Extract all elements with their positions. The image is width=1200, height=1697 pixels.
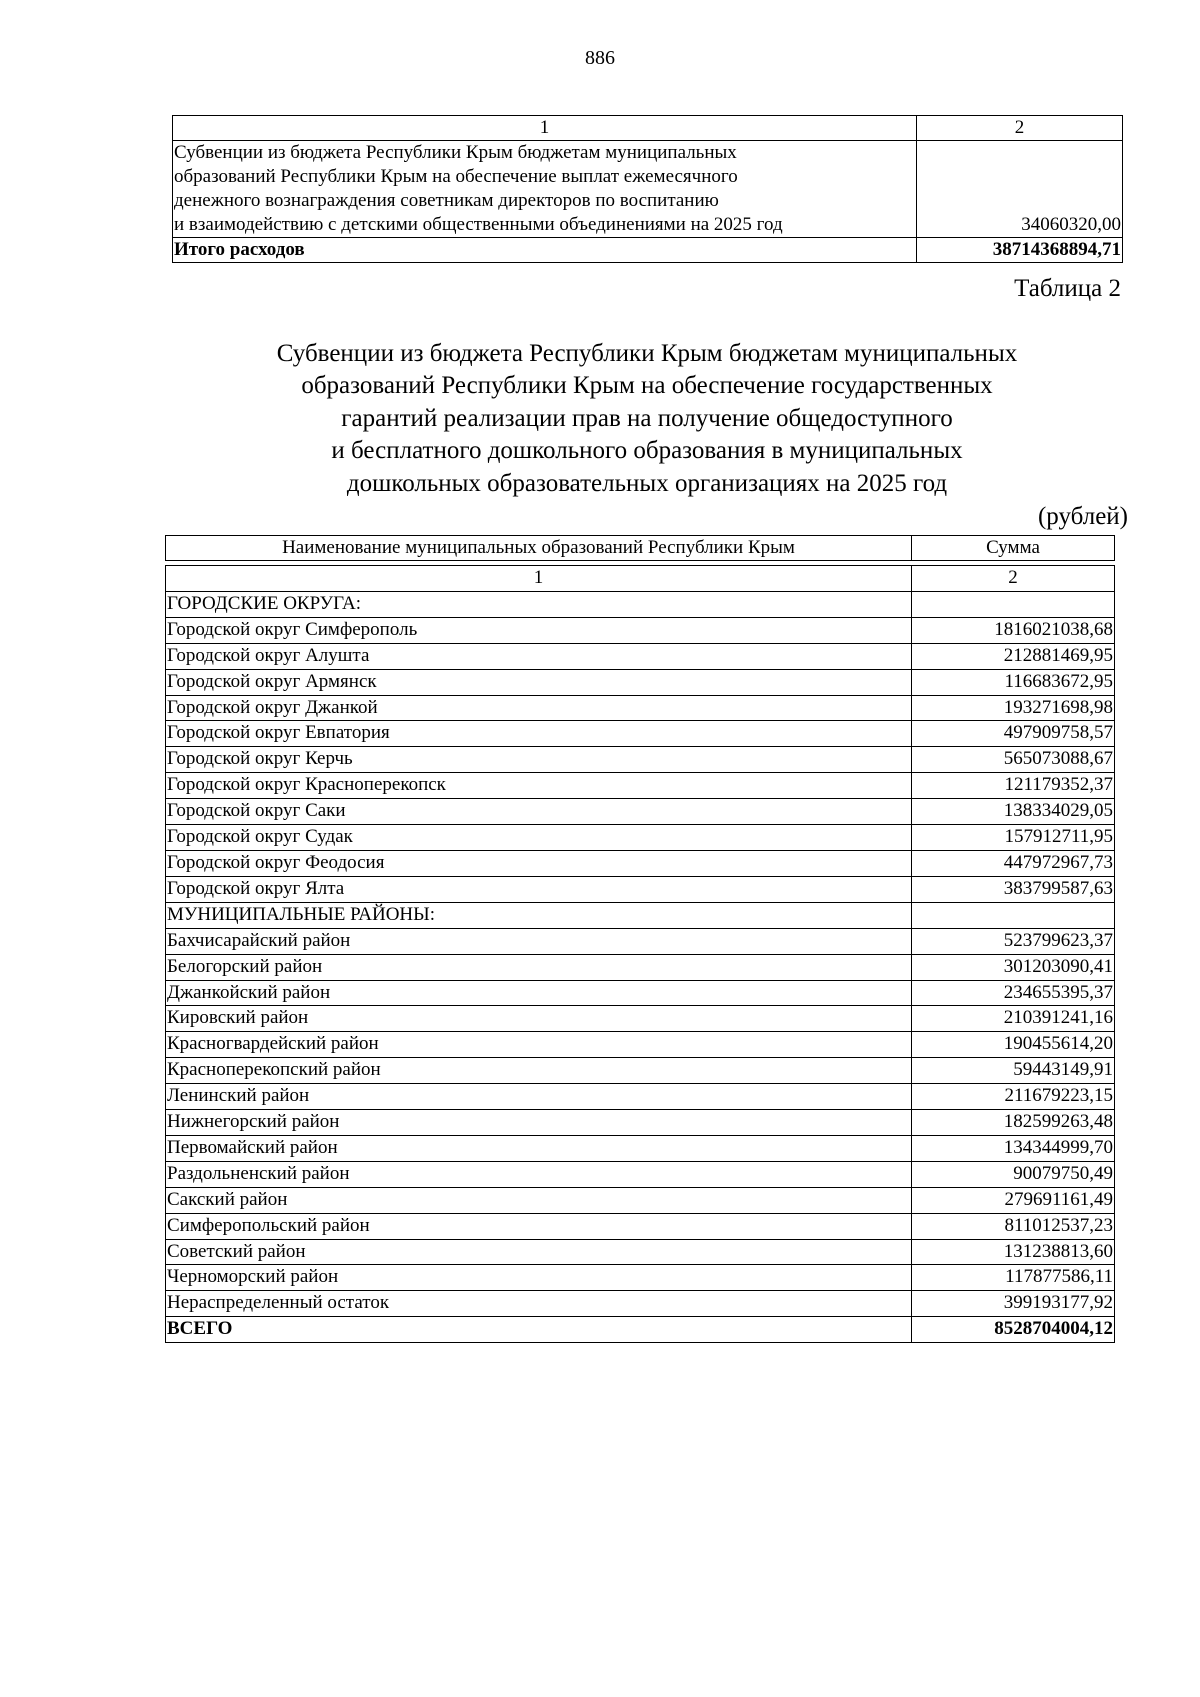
table-row bbox=[166, 799, 1115, 825]
subvention-amount: 497909758,57 bbox=[912, 721, 1115, 747]
municipality-name: Нераспределенный остаток bbox=[166, 1291, 912, 1317]
subvention-amount: 210391241,16 bbox=[912, 1006, 1115, 1032]
table-row bbox=[166, 1291, 1115, 1317]
municipality-name: Городской округ Симферополь bbox=[166, 617, 912, 643]
column-header-name: Наименование муниципальных образований Республики Крым bbox=[166, 536, 912, 561]
municipality-name: Кировский район bbox=[166, 1006, 912, 1032]
municipality-name: Городской округ Судак bbox=[166, 825, 912, 851]
table-row bbox=[166, 1265, 1115, 1291]
subvention-amount: 131238813,60 bbox=[912, 1239, 1115, 1265]
municipality-name: Черноморский район bbox=[166, 1265, 912, 1291]
subvention-amount: 134344999,70 bbox=[912, 1135, 1115, 1161]
table-row bbox=[166, 1213, 1115, 1239]
subvention-amount: 811012537,23 bbox=[912, 1213, 1115, 1239]
table-row bbox=[166, 1058, 1115, 1084]
subvention-amount: 190455614,20 bbox=[912, 1032, 1115, 1058]
table1-col-number-2: 2 bbox=[917, 116, 1123, 141]
title-line: Субвенции из бюджета Республики Крым бюджетам муниципальных bbox=[276, 340, 1018, 367]
table-row bbox=[166, 669, 1115, 695]
subvention-amount: 90079750,49 bbox=[912, 1161, 1115, 1187]
table1-row-description bbox=[173, 141, 917, 238]
table-row bbox=[166, 1084, 1115, 1110]
table2-col-number-2: 2 bbox=[912, 566, 1115, 592]
subvention-amount: 279691161,49 bbox=[912, 1187, 1115, 1213]
table-row bbox=[166, 1135, 1115, 1161]
municipality-name: Белогорский район bbox=[166, 954, 912, 980]
subvention-amount: 193271698,98 bbox=[912, 695, 1115, 721]
table-row bbox=[166, 643, 1115, 669]
municipality-name: Городской округ Феодосия bbox=[166, 850, 912, 876]
title-line: образований Республики Крым на обеспечение государственных bbox=[301, 372, 993, 400]
table1-total-label: Итого расходов bbox=[173, 238, 917, 263]
table1-col-number-1: 1 bbox=[173, 116, 917, 141]
municipality-name: Красноперекопский район bbox=[166, 1058, 912, 1084]
table-row bbox=[166, 1187, 1115, 1213]
municipality-name: Бахчисарайский район bbox=[166, 928, 912, 954]
subvention-amount: 447972967,73 bbox=[912, 850, 1115, 876]
table-row bbox=[166, 954, 1115, 980]
subvention-amount: 117877586,11 bbox=[912, 1265, 1115, 1291]
table-title bbox=[172, 338, 1122, 500]
subvention-amount: 234655395,37 bbox=[912, 980, 1115, 1006]
municipality-name: ГОРОДСКИЕ ОКРУГА: bbox=[166, 591, 912, 617]
table1-total-amount: 38714368894,71 bbox=[917, 238, 1123, 263]
continued-expenses-table bbox=[172, 115, 1123, 263]
subvention-amount: 138334029,05 bbox=[912, 799, 1115, 825]
subventions-table bbox=[165, 565, 1115, 1343]
table-row bbox=[166, 1110, 1115, 1136]
table1-description-line: денежного вознаграждения советникам директоров по воспитанию bbox=[174, 190, 719, 211]
table-row bbox=[166, 1006, 1115, 1032]
table2-total-row bbox=[166, 1317, 1115, 1343]
municipality-name: Красногвардейский район bbox=[166, 1032, 912, 1058]
subvention-amount: 523799623,37 bbox=[912, 928, 1115, 954]
subvention-amount: 116683672,95 bbox=[912, 669, 1115, 695]
column-header-amount: Сумма bbox=[912, 536, 1115, 561]
subvention-amount: 157912711,95 bbox=[912, 825, 1115, 851]
table1-column-numbers-row bbox=[173, 116, 1123, 141]
table-row bbox=[166, 695, 1115, 721]
table1-description-line: образований Республики Крым на обеспечение выплат ежемесячного bbox=[174, 166, 738, 187]
municipality-name: Городской округ Саки bbox=[166, 799, 912, 825]
table2-total-label: ВСЕГО bbox=[166, 1317, 912, 1343]
municipality-name: МУНИЦИПАЛЬНЫЕ РАЙОНЫ: bbox=[166, 902, 912, 928]
municipality-name: Симферопольский район bbox=[166, 1213, 912, 1239]
subvention-amount: 212881469,95 bbox=[912, 643, 1115, 669]
table-row bbox=[166, 876, 1115, 902]
table-label: Таблица 2 bbox=[1014, 275, 1121, 302]
table-row bbox=[166, 902, 1115, 928]
municipality-name: Сакский район bbox=[166, 1187, 912, 1213]
table1-row bbox=[173, 141, 1123, 238]
subvention-amount: 1816021038,68 bbox=[912, 617, 1115, 643]
subvention-amount: 399193177,92 bbox=[912, 1291, 1115, 1317]
table-row bbox=[166, 928, 1115, 954]
subvention-amount: 383799587,63 bbox=[912, 876, 1115, 902]
municipality-name: Городской округ Евпатория bbox=[166, 721, 912, 747]
municipality-name: Раздольненский район bbox=[166, 1161, 912, 1187]
table2-col-number-1: 1 bbox=[166, 566, 912, 592]
title-line: и бесплатного дошкольного образования в муниципальных bbox=[331, 437, 963, 465]
table-row bbox=[166, 850, 1115, 876]
subvention-amount: 565073088,67 bbox=[912, 747, 1115, 773]
subvention-amount: 182599263,48 bbox=[912, 1110, 1115, 1136]
municipality-name: Ленинский район bbox=[166, 1084, 912, 1110]
table2-column-numbers-row bbox=[166, 566, 1115, 592]
municipality-name: Городской округ Ялта bbox=[166, 876, 912, 902]
units-label: (рублей) bbox=[1037, 503, 1128, 530]
table2-header-row bbox=[166, 536, 1115, 561]
table1-description-line: и взаимодействию с детскими общественными объединениями на 2025 год bbox=[174, 214, 783, 235]
table-row bbox=[166, 721, 1115, 747]
subvention-amount: 211679223,15 bbox=[912, 1084, 1115, 1110]
subvention-amount: 121179352,37 bbox=[912, 773, 1115, 799]
table-row bbox=[166, 747, 1115, 773]
table-row bbox=[166, 617, 1115, 643]
table-row bbox=[166, 1032, 1115, 1058]
municipality-name: Джанкойский район bbox=[166, 980, 912, 1006]
title-line: гарантий реализации прав на получение общедоступного bbox=[341, 404, 953, 432]
table-row bbox=[166, 980, 1115, 1006]
table-row bbox=[166, 1161, 1115, 1187]
table-row bbox=[166, 1239, 1115, 1265]
subvention-amount bbox=[912, 591, 1115, 617]
subvention-amount: 301203090,41 bbox=[912, 954, 1115, 980]
municipality-name: Первомайский район bbox=[166, 1135, 912, 1161]
subvention-amount: 59443149,91 bbox=[912, 1058, 1115, 1084]
title-line: дошкольных образовательных организациях на 2025 год bbox=[346, 469, 948, 497]
municipality-name: Городской округ Керчь bbox=[166, 747, 912, 773]
table1-total-row bbox=[173, 238, 1123, 263]
subvention-amount bbox=[912, 902, 1115, 928]
table-row bbox=[166, 773, 1115, 799]
table1-row-amount: 34060320,00 bbox=[917, 141, 1123, 238]
table-row bbox=[166, 591, 1115, 617]
municipality-name: Городской округ Джанкой bbox=[166, 695, 912, 721]
municipality-name: Городской округ Алушта bbox=[166, 643, 912, 669]
table-row bbox=[166, 825, 1115, 851]
municipality-name: Городской округ Армянск bbox=[166, 669, 912, 695]
table2-total-amount: 8528704004,12 bbox=[912, 1317, 1115, 1343]
municipality-name: Советский район bbox=[166, 1239, 912, 1265]
subventions-table-header bbox=[165, 535, 1115, 561]
subventions-table-body bbox=[166, 566, 1115, 1343]
table1-description-line: Субвенции из бюджета Республики Крым бюджетам муниципальных bbox=[174, 142, 737, 163]
municipality-name: Нижнегорский район bbox=[166, 1110, 912, 1136]
page-number: 886 bbox=[585, 47, 615, 69]
municipality-name: Городской округ Красноперекопск bbox=[166, 773, 912, 799]
